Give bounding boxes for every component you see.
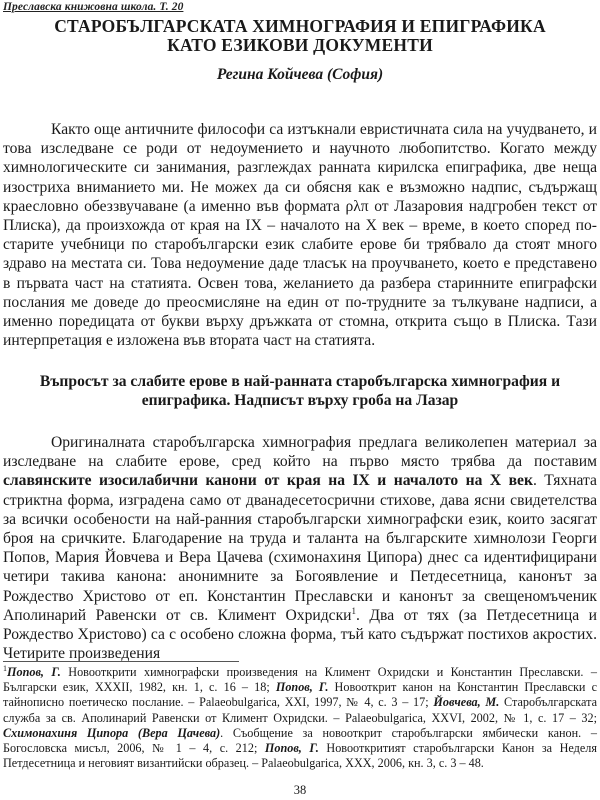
footnote-author: Попов, Г.: [7, 665, 61, 679]
footnote-number: 1: [3, 663, 7, 673]
section-heading-line-1: Въпросът за слабите ерове в най-ранната старобългарска химнография и: [39, 373, 561, 390]
section-heading: [3, 372, 597, 410]
footnote-citation: Новооткрит канон на Константин Преславски с тайнописно поетическо послание. – Palaeobulgarica, XXI, 1997, № 4, с. 3 – 17;: [3, 680, 597, 710]
footnote-citation: . Съобщение за новооткрит старобългарски ямбически канон. – Богословска мисъл, 2006, № 1 – 4, с. 212;: [3, 725, 598, 756]
intro-paragraph: [3, 120, 597, 350]
section-text-part-2: . Тяхната стриктна форма, изградена само от дванадесетосрични стихове, дава ясни свидетелства за всички особености на най-ранния старобългарски химнографски език, които засягат броя на сричките. Благодарение на труда и таланта на българските химнолози Георги Попов, Мария Йовчева и Вера Цачева (схимонахиня Ципора) днес са идентифицирани четири такива канона: анонимните за Богоявление и Петдесетница, канонът за Рождество Христово от еп. Константин Преславски и канонът за свещеномъченик Аполинарий Равенски от св. Климент Охридски: [3, 472, 597, 624]
special-letterform: ρλπ: [345, 197, 369, 215]
footnote-citation: Новооткритият старобългарски Канон за Неделя Петдесетница и неговият византийски образец. – Palaeobulgarica, XXX, 2006, кн. 3, с. 3 – 48.: [3, 741, 597, 771]
footnote-author: Схимонахиня Ципора (Вера Цачева): [3, 725, 221, 740]
footnote-author: Попов, Г.: [275, 680, 329, 695]
bold-phrase: славянските изосилабични канони от края на IX и началото на X век: [3, 472, 533, 490]
section-heading-line-2: епиграфика. Надписът върху гроба на Лазар: [141, 392, 459, 409]
footnote-1: [3, 665, 597, 771]
footnote-author: Йовчева, М.: [433, 695, 500, 710]
footnote-citation: Старобългарската служба за св. Аполинарий Равенски от Климент Охридски. – Palaeobulgarica, XXVI, 2002, № 1, с. 17 – 32;: [3, 695, 598, 725]
section-text-part-1: Оригиналната старобългарска химнография предлага великолепен материал за изследване на слабите ерове, сред който на първо място трябва да поставим: [3, 434, 597, 471]
section-paragraph: [3, 433, 597, 663]
title-line-1: СТАРОБЪЛГАРСКАТА ХИМНОГРАФИЯ И ЕПИГРАФИКА: [54, 16, 546, 36]
article-title: [3, 17, 597, 55]
page-number: 38: [293, 783, 307, 797]
document-page: [3, 0, 597, 800]
footnote-author: Попов, Г.: [264, 741, 319, 756]
running-head: Преславска книжовна школа. Т. 20: [3, 1, 184, 13]
footnote-reference[interactable]: 1: [351, 605, 357, 616]
footnote-citation: Новооткрити химнографски произведения на Климент Охридски и Константин Преславски. – Български език, XXXII, 1982, кн. 1, с. 16 – 18;: [3, 665, 597, 695]
intro-text-part-2: от Лазаровия надгробен текст от Плиска), да произхожда от края на IX – началото на X век – време, в което според по-старите учебници по старобългарски език слабите ерове би трябвало да стоят много здраво на местата си. Това недоумение даде тласък на проучването, което е представено в първата част на статията. Освен това, желанието да разбера старинните епиграфски послания ме доведе до преосмисляне на един от по-трудните за тълкуване надписи, а именно поредицата от букви върху дръжката от стомна, открита също в Плиска. Тази интерпретация е изложена във втората част на статията.: [3, 197, 598, 350]
title-line-2: КАТО ЕЗИКОВИ ДОКУМЕНТИ: [167, 35, 433, 55]
footnote-separator: [3, 661, 239, 662]
author-line: Регина Койчева (София): [216, 66, 384, 83]
intro-text-part-1: Както още античните философи са изтъкнали евристичната сила на учудването, и това изследване се роди от недоумението и научното любопитство. Когато между химнологическите си занимания, разглеждах ранната кирилска епиграфика, две неща изостриха вниманието ми. Не можех да си обясня как е възможно надпис, съдържащ краесловно обеззвучаване (а именно във формата: [3, 121, 597, 215]
section-text-part-3: . Два от тях (за Петдесетница и Рождество Христово) са с особено сложна форма, тъй като съдържат постихов акростих. Четирите произведения: [3, 606, 597, 663]
